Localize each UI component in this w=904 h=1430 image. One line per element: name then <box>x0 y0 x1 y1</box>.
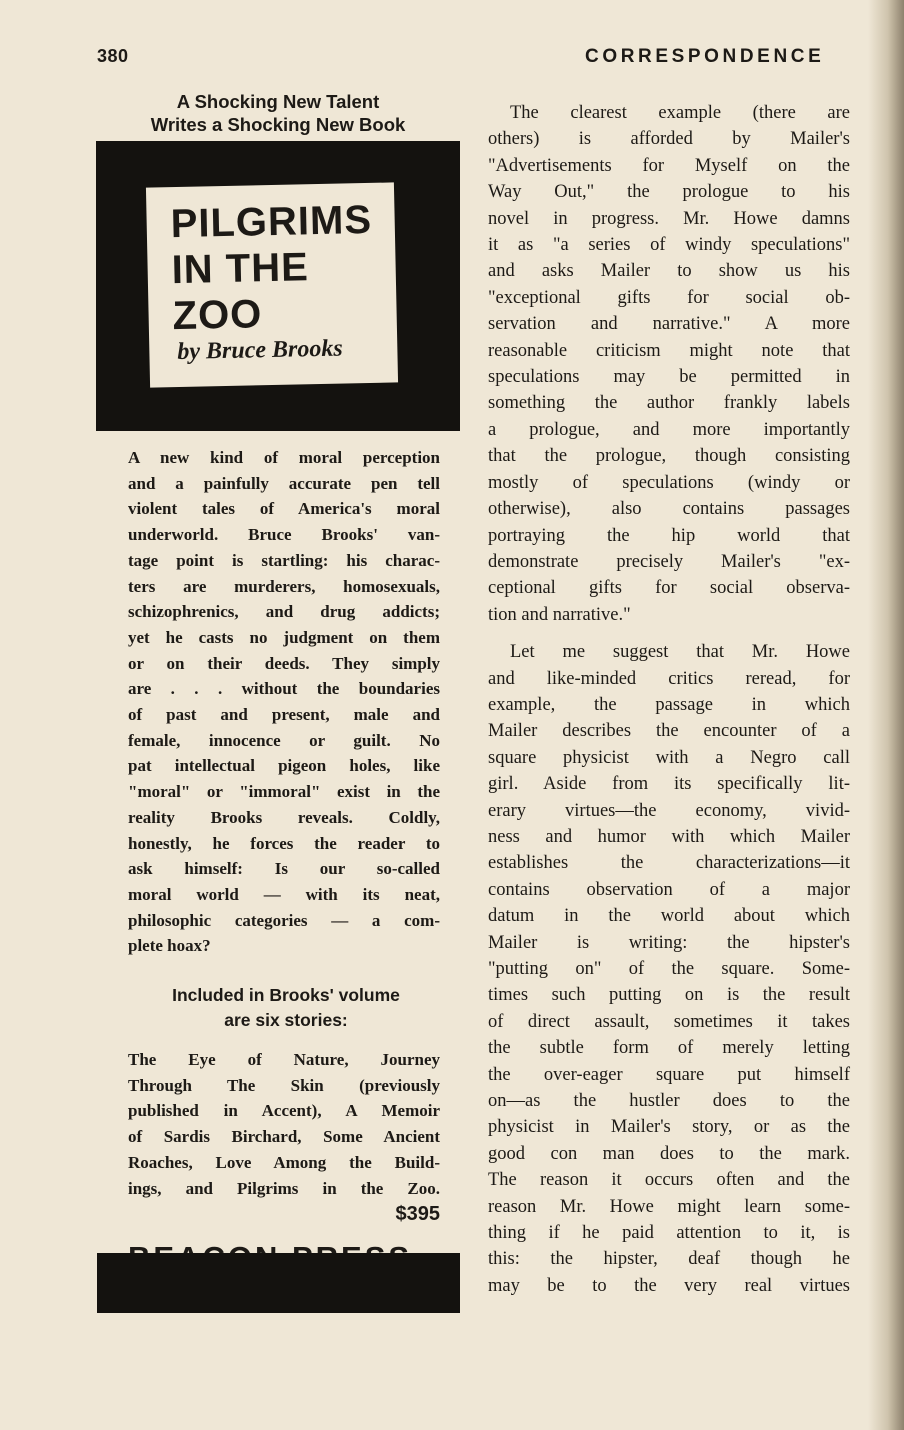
article-line: that the prologue, though consisting <box>488 446 850 467</box>
running-head: CORRESPONDENCE <box>585 46 825 67</box>
article-line: "Advertisements for Myself on the <box>488 155 850 176</box>
ad-description-line: plete hoax? <box>128 936 211 956</box>
article-line: servation and narrative." A more <box>488 314 850 335</box>
ad-headline-line: A Shocking New Talent <box>176 91 380 112</box>
article-line: may be to the very real virtues <box>488 1275 850 1296</box>
article-line: novel in progress. Mr. Howe damns <box>488 208 850 229</box>
article-line: good con man does to the mark. <box>488 1143 850 1164</box>
ad-headline-line: Writes a Shocking New Book <box>150 114 406 135</box>
included-heading-line: are six stories: <box>224 1010 348 1031</box>
article-line: "putting on" of the square. Some- <box>488 959 850 979</box>
book-cover-box <box>96 141 460 431</box>
included-heading-line: Included in Brooks' volume <box>172 985 400 1006</box>
paragraph-gap <box>488 628 850 639</box>
ad-description-line: moral world — with its neat, <box>128 884 440 904</box>
ad-description-line: philosophic categories — a com- <box>128 910 440 930</box>
article-line: datum in the world about which <box>488 906 850 927</box>
ad-description-line: female, innocence or guilt. No <box>128 730 440 750</box>
article-body <box>488 100 850 1299</box>
story-list-line: ings, and Pilgrims in the Zoo. <box>128 1178 440 1198</box>
ad-description-line: schizophrenics, and drug addicts; <box>128 602 440 622</box>
article-paragraph <box>488 100 850 628</box>
article-line: thing if he paid attention to it, is <box>488 1223 850 1244</box>
ad-description-line: yet he casts no judgment on them <box>128 627 440 647</box>
article-line: reasonable criticism might note that <box>488 340 850 361</box>
book-advertisement <box>96 90 460 1299</box>
ad-description-line: ters are murderers, homosexuals, <box>128 576 440 596</box>
article-line: ness and humor with which Mailer <box>488 826 850 847</box>
ad-footer-bar <box>97 1253 460 1313</box>
article-line: speculations may be permitted in <box>488 367 850 388</box>
story-list-line: of Sardis Birchard, Some Ancient <box>128 1127 440 1147</box>
article-line: Way Out," the prologue to his <box>488 182 850 203</box>
ad-description-line: honestly, he forces the reader to <box>128 833 440 853</box>
ad-description-line: of past and present, male and <box>128 705 440 725</box>
article-line: portraying the hip world that <box>488 525 850 546</box>
article-line: ceptional gifts for social observa- <box>488 578 850 599</box>
article-line: this: the hipster, deaf though he <box>488 1249 850 1270</box>
ad-description-line: "moral" or "immoral" exist in the <box>128 782 440 802</box>
article-line: something the author frankly labels <box>488 393 850 414</box>
article-line: The reason it occurs often and the <box>488 1170 850 1191</box>
article-line: contains observation of a major <box>488 879 850 900</box>
book-title-line: IN THE <box>171 245 310 293</box>
article-line: and asks Mailer to show us his <box>488 261 850 282</box>
ad-description-line: and a painfully accurate pen tell <box>128 473 440 493</box>
article-line: establishes the characterizations—it <box>488 853 850 874</box>
article-line: demonstrate precisely Mailer's "ex- <box>488 551 850 572</box>
article-line: mostly of speculations (windy or <box>488 472 850 493</box>
article-line: tion and narrative." <box>488 604 631 625</box>
article-line: physicist in Mailer's story, or as the <box>488 1117 850 1138</box>
article-line: others) is afforded by Mailer's <box>488 129 850 150</box>
article-line: Let me suggest that Mr. Howe <box>510 642 850 663</box>
article-line: reason Mr. Howe might learn some- <box>488 1196 850 1217</box>
article-line: Mailer is writing: the hipster's <box>488 932 850 953</box>
ad-description-line: violent tales of America's moral <box>128 499 440 519</box>
ad-description-line: A new kind of moral perception <box>128 448 440 467</box>
article-paragraph <box>488 639 850 1299</box>
ad-description-line: tage point is startling: his charac- <box>128 550 440 570</box>
article-line: girl. Aside from its specifically lit- <box>488 774 850 795</box>
ad-description-line: ask himself: Is our so-called <box>128 859 440 879</box>
article-line: a prologue, and more importantly <box>488 419 850 440</box>
book-author: by Bruce Brooks <box>177 335 343 365</box>
article-line: example, the passage in which <box>488 694 850 715</box>
article-line: the subtle form of merely letting <box>488 1038 850 1059</box>
ad-description-line: pat intellectual pigeon holes, like <box>128 756 440 776</box>
ad-description-line: or on their deeds. They simply <box>128 653 440 673</box>
book-title-line: ZOO <box>172 292 263 339</box>
book-title <box>146 196 397 339</box>
article-line: it as "a series of windy speculations" <box>488 235 850 256</box>
story-list-line: Through The Skin (previously <box>128 1075 440 1095</box>
article-line: the over-eager square put himself <box>488 1064 850 1085</box>
article-line: The clearest example (there are <box>510 103 850 123</box>
story-list <box>128 1047 440 1201</box>
price: $395 <box>395 1203 440 1226</box>
story-list-line: published in Accent), A Memoir <box>128 1101 440 1121</box>
article-line: of direct assault, sometimes it takes <box>488 1011 850 1032</box>
included-heading <box>128 983 444 1033</box>
page-gutter-shadow <box>868 0 904 1430</box>
article-line: otherwise), also contains passages <box>488 499 850 520</box>
ad-description-line: reality Brooks reveals. Coldly, <box>128 807 440 827</box>
article-line: and like-minded critics reread, for <box>488 668 850 689</box>
ad-description-line: underworld. Bruce Brooks' van- <box>128 525 440 545</box>
page-number: 380 <box>97 46 129 66</box>
book-cover-panel <box>146 182 398 387</box>
article-line: "exceptional gifts for social ob- <box>488 287 850 308</box>
book-title-line: PILGRIMS <box>170 197 373 247</box>
ad-headline <box>96 90 460 136</box>
article-line: times such putting on is the result <box>488 985 850 1006</box>
ad-description-line: are . . . without the boundaries <box>128 679 440 699</box>
article-line: square physicist with a Negro call <box>488 747 850 768</box>
ad-description <box>128 445 440 959</box>
story-list-line: Roaches, Love Among the Build- <box>128 1152 440 1172</box>
story-list-line: The Eye of Nature, Journey <box>128 1050 440 1070</box>
article-line: Mailer describes the encounter of a <box>488 721 850 742</box>
article-line: on—as the hustler does to the <box>488 1091 850 1112</box>
article-line: erary virtues—the economy, vivid- <box>488 800 850 821</box>
